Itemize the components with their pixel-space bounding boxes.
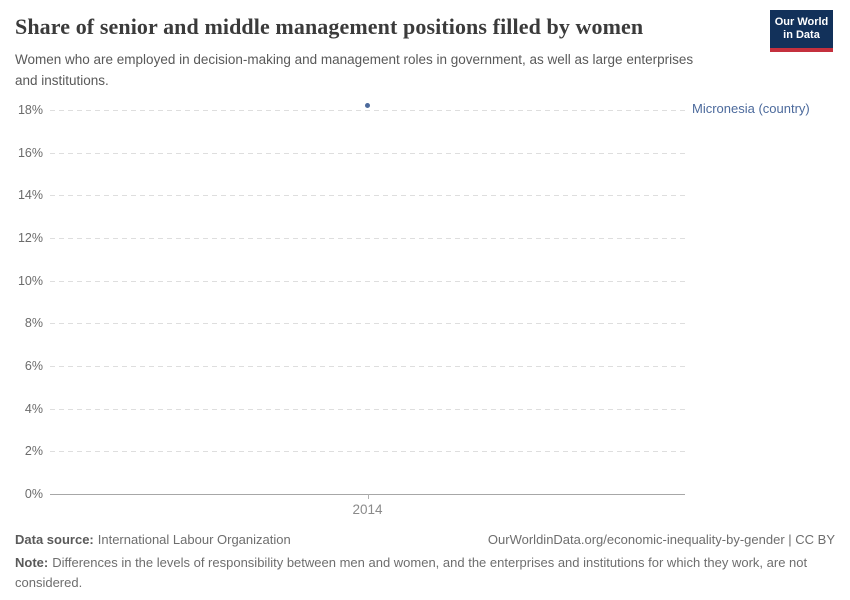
gridline [50, 153, 685, 154]
data-source-value: International Labour Organization [97, 532, 291, 547]
y-axis-tick-label: 18% [17, 103, 43, 117]
data-source-label: Data source: [15, 532, 94, 547]
note-text: Differences in the levels of responsibility between men and women, and the enterprises and institutions for which they work, are not considered. [15, 555, 808, 590]
legend-entity-micronesia-country[interactable]: Micronesia (country) [692, 100, 810, 116]
page-title: Share of senior and middle management positions filled by women [15, 14, 644, 39]
chart-note [15, 553, 815, 592]
y-axis-tick-label: 4% [24, 401, 43, 416]
data-source [15, 532, 291, 547]
x-axis-tick-label: 2014 [352, 502, 383, 517]
note-label: Note: [15, 555, 49, 570]
footer-row [15, 532, 835, 547]
data-point-micronesia-country[interactable] [365, 103, 370, 108]
footer-license: | CC BY [788, 532, 835, 547]
gridline [50, 409, 685, 410]
gridline [50, 238, 685, 239]
gridline [50, 323, 685, 324]
gridline [50, 451, 685, 452]
y-axis-tick-label: 0% [24, 487, 43, 501]
owid-logo-line1: Our World [774, 16, 829, 28]
y-axis-tick-label: 10% [17, 273, 43, 288]
gridline [50, 110, 685, 111]
gridline [50, 195, 685, 196]
owid-logo-line2: in Data [783, 29, 820, 41]
footer-url-link[interactable]: OurWorldinData.org/economic-inequality-by-gender [487, 532, 785, 547]
y-axis-tick-label: 6% [24, 359, 43, 373]
y-axis-tick-label: 14% [17, 188, 43, 203]
y-axis-tick-label: 8% [24, 316, 43, 331]
y-axis-tick-label: 16% [17, 145, 43, 160]
gridline [50, 281, 685, 282]
y-axis-tick-label: 12% [17, 231, 43, 245]
footer-attribution [488, 532, 835, 547]
x-axis-tick [368, 494, 369, 499]
y-axis-tick-label: 2% [24, 444, 43, 459]
chart-subtitle: Women who are employed in decision-making and management roles in government, as well as large enterprises and institutions. [15, 52, 694, 88]
gridline [50, 366, 685, 367]
